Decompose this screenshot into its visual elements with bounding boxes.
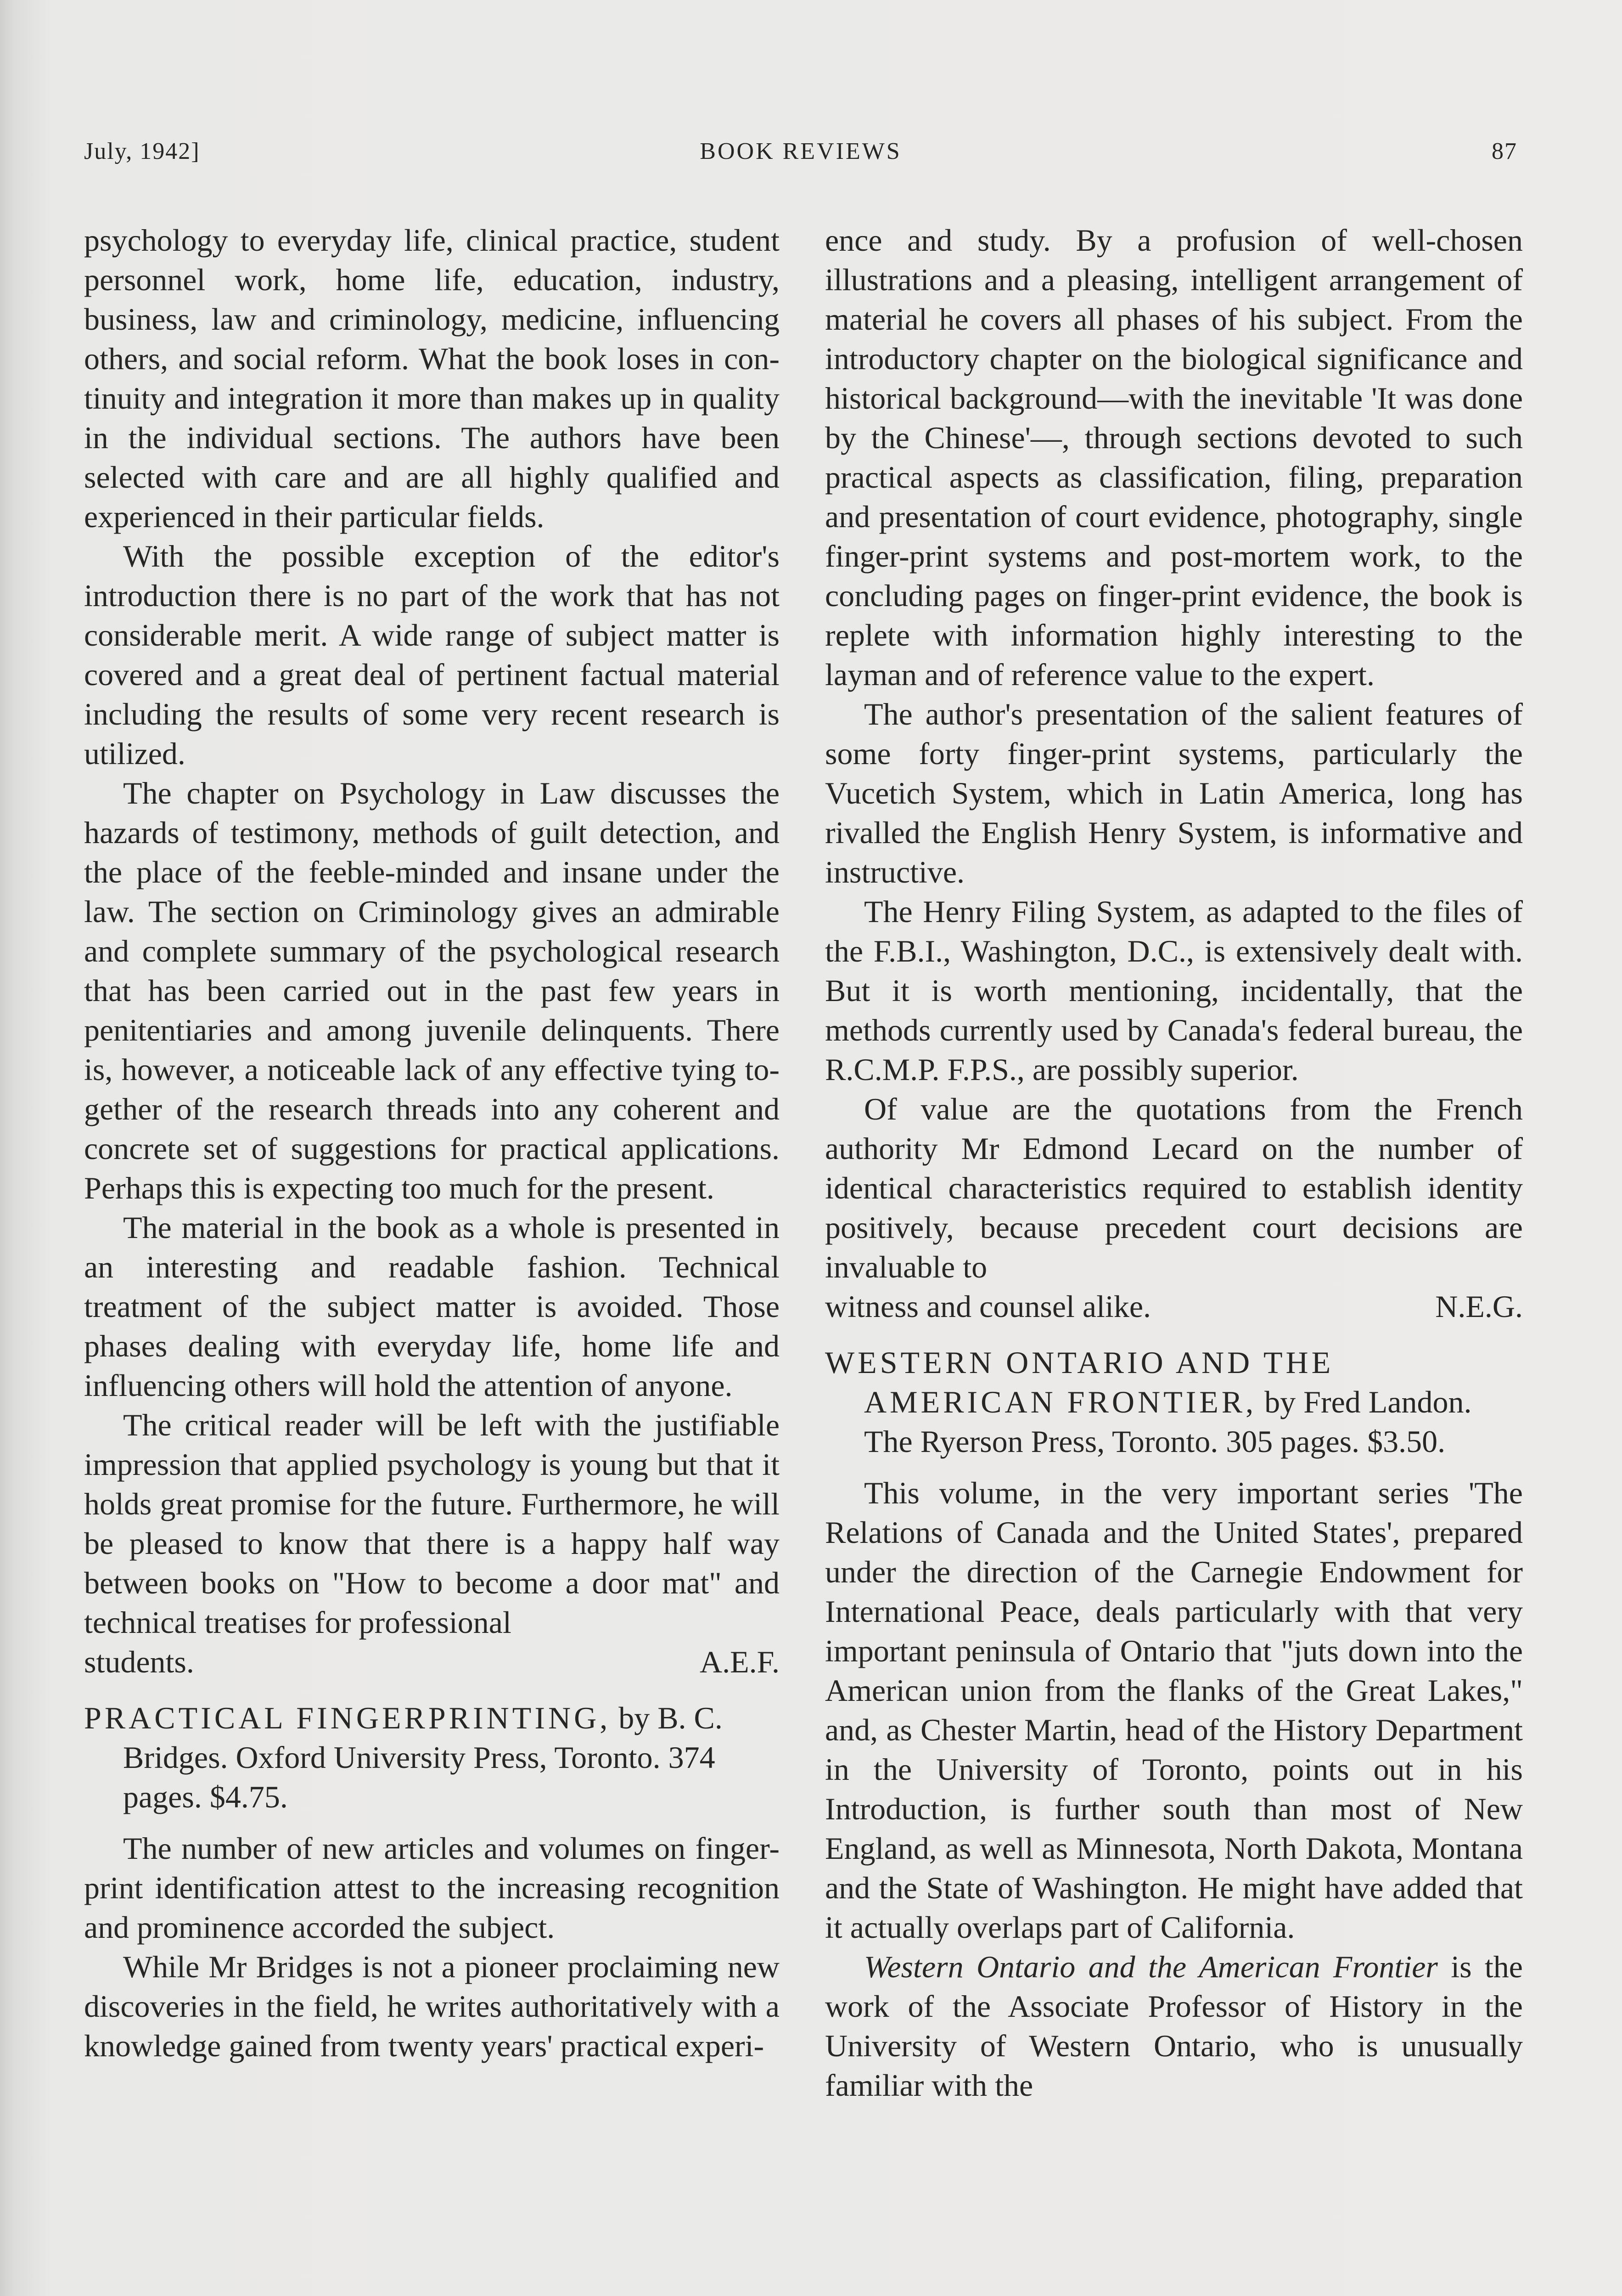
paragraph: The critical reader will be left with the justifiable impression that applied psychology is young but that it holds great promise for the future. Furthermore, he will be pleased to know that there is a happy half way between books on "How to become a door mat" and technical treatises for professional <box>84 1407 780 1640</box>
paragraph <box>825 1947 1523 2105</box>
running-header <box>84 138 1517 184</box>
section-title: BOOK REVIEWS <box>700 138 902 164</box>
paragraph: The Henry Filing System, as adapted to the files of the F.B.I., Washington, D.C., is extensively dealt with. But it is worth mentioning, incidentally, that the methods currently used by Canada's federal bureau, the R.C.M.P. F.P.S., are possibly superior. <box>825 894 1523 1087</box>
reviewer-initials: A.E.F. <box>699 1644 780 1679</box>
paragraph-end: students. <box>84 1644 194 1679</box>
paragraph: The author's presentation of the salient features of some forty finger-print systems, particularly the Vucetich System, which in Latin America, long has rivalled the English Henry System, is informative and instructive. <box>825 697 1523 889</box>
book-details: by Fred Landon. The Ryerson Press, Toronto. 305 pages. $3.50. <box>864 1384 1472 1459</box>
paragraph: This volume, in the very important series 'The Relations of Canada and the United States', prepared under the direction of the Carnegie Endowment for International Peace, deals particularly with that very important peninsula of Ontario that "juts down into the American union from the flanks of the Great Lakes," and, as Chester Martin, head of the History Department in the University of Toronto, points out in his Introduction, is further south than most of New England, as well as Minnesota, North Dakota, Montana and the State of Washington. He might have added that it actually overlaps part of California. <box>825 1475 1523 1945</box>
paragraph-end: witness and counsel alike. <box>825 1289 1151 1324</box>
issue-date: July, 1942] <box>84 138 200 164</box>
paragraph: The material in the book as a whole is presented in an interesting and readable fashion. Technical treatment of the subject matter is avoided. Those phases dealing with everyday life, home life and influencing others will hold the attention of anyone. <box>84 1210 780 1403</box>
review-heading <box>825 1343 1523 1461</box>
paragraph: The chapter on Psychology in Law discusses the hazards of testimony, methods of guilt detection, and the place of the feeble-minded and insane under the law. The section on Criminology gives an admirable and complete summary of the psychological research that has been carried out in the past few years in penitentiaries and among juvenile delinquents. There is, however, a noticeable lack of any effective tying together of the research threads into any coherent and concrete set of suggestions for practical applications. Perhaps this is expecting too much for the present. <box>84 776 780 1205</box>
paragraph-text: is the work of the Associate Professor of History in the University of Western Ontario, who is unusually familiar with the <box>825 1949 1523 2103</box>
book-title: WESTERN ONTARIO AND THE AMERICAN FRONTIER, <box>825 1345 1334 1419</box>
paragraph: psychology to everyday life, clinical practice, student personnel work, home life, education, industry, business, law and criminology, medicine, influencing others, and social reform. What the book loses in continuity and integration it more than makes up in quality in the individual sections. The authors have been selected with care and are all highly qualified and experienced in their particular fields. <box>84 223 780 534</box>
review-heading <box>84 1698 780 1817</box>
book-title: PRACTICAL FINGERPRINTING, <box>84 1700 611 1735</box>
review-signoff <box>84 1642 780 1682</box>
review-signoff <box>825 1287 1523 1326</box>
page-number: 87 <box>1492 138 1517 164</box>
right-column <box>825 220 1523 2105</box>
paragraph: The number of new articles and volumes on finger-print identification attest to the increasing recognition and prominence accorded the subject. <box>84 1831 780 1945</box>
paragraph: Of value are the quotations from the French authority Mr Edmond Lecard on the number of identical characteristics required to establish identity positively, because precedent court decisions are invaluable to <box>825 1092 1523 1284</box>
reviewer-initials: N.E.G. <box>1435 1289 1523 1324</box>
paragraph: ence and study. By a profusion of well-chosen illustrations and a pleasing, intelligent arrangement of material he covers all phases of his subject. From the introductory chapter on the biological significance and historical background—with the inevitable 'It was done by the Chinese'—, through sections devoted to such practical aspects as classification, filing, preparation and presentation of court evidence, photography, single finger-print systems and post-mortem work, to the concluding pages on finger-print evidence, the book is replete with information highly interesting to the layman and of reference value to the expert. <box>825 223 1523 692</box>
italic-book-title: Western Ontario and the American Frontier <box>864 1949 1438 1984</box>
book-details: by B. C. Bridges. Oxford University Press, Toronto. 374 pages. $4.75. <box>123 1700 723 1814</box>
paragraph: With the possible exception of the editor's introduction there is no part of the work that has not considerable merit. A wide range of subject matter is covered and a great deal of pertinent factual material including the results of some very recent research is utilized. <box>84 539 780 771</box>
left-column <box>84 220 780 2065</box>
paragraph: While Mr Bridges is not a pioneer proclaiming new discoveries in the field, he writes authoritatively with a knowledge gained from twenty years' practical experi- <box>84 1949 780 2063</box>
